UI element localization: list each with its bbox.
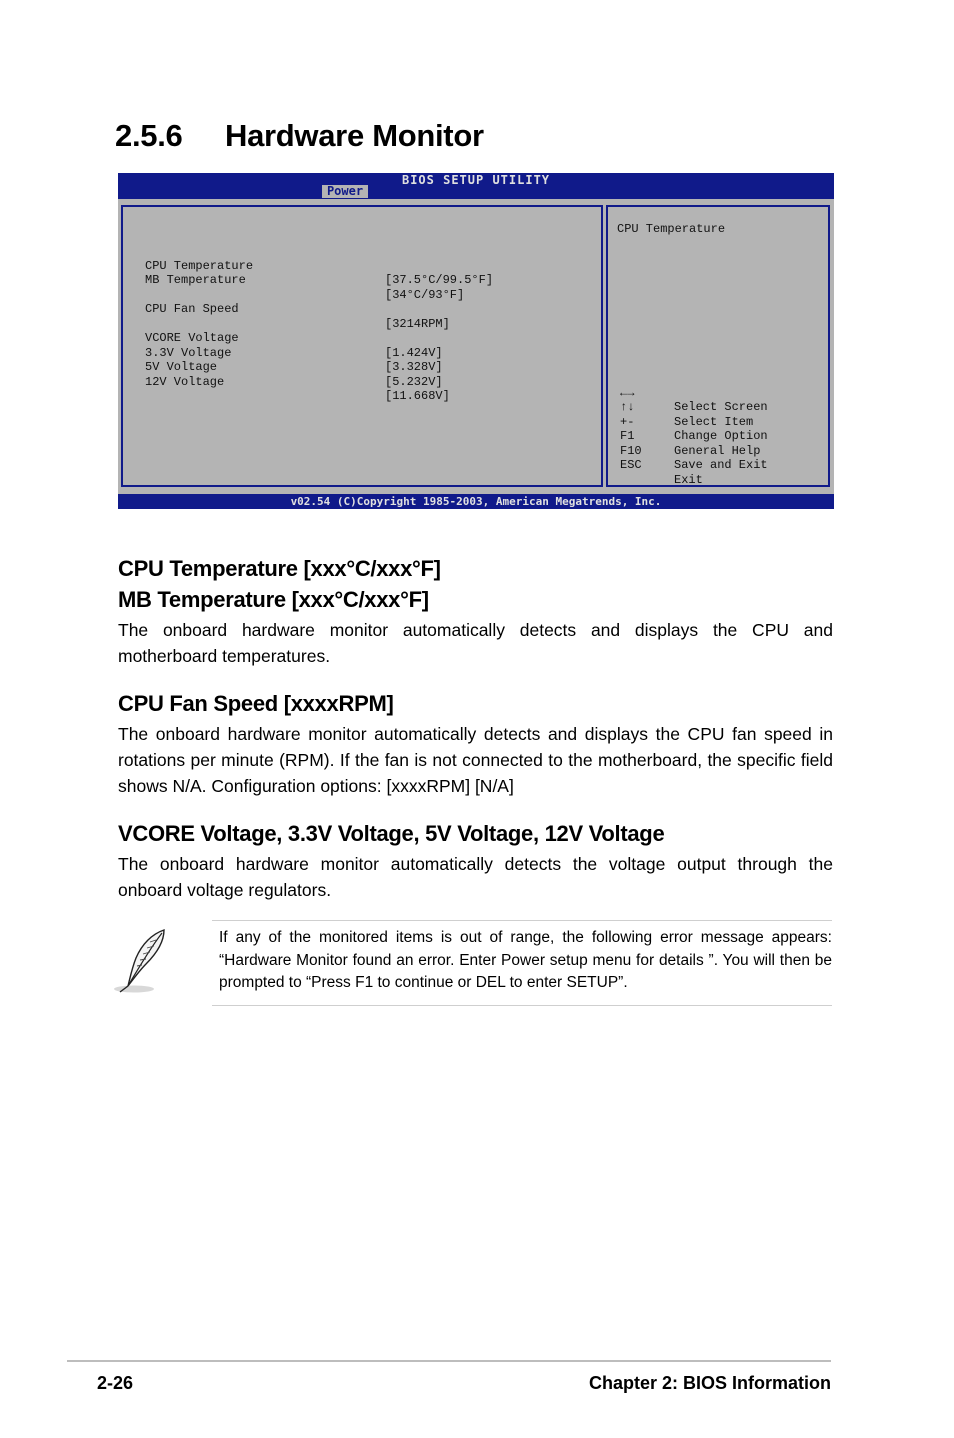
bios-copyright-bar: v02.54 (C)Copyright 1985-2003, American Megatrends, Inc.: [118, 494, 834, 509]
bios-settings-panel: [121, 205, 603, 487]
key-label: F10: [620, 443, 642, 458]
bios-item-value: [34°C/93°F]: [385, 287, 465, 302]
bios-item-value: [3214RPM]: [385, 316, 450, 331]
section-title: [115, 118, 484, 154]
key-label: +-: [620, 414, 635, 429]
bios-item-value: [3.328V]: [385, 360, 443, 374]
note-top-rule: [212, 920, 832, 921]
bios-item-value: [37.5°C/99.5°F]: [385, 273, 494, 287]
cpu-temperature-heading: CPU Temperature [xxx°C/xxx°F]: [118, 556, 441, 581]
bios-item-label: CPU Temperature: [145, 258, 254, 273]
feather-pen-icon: [112, 926, 172, 996]
bios-item-label: 12V Voltage: [145, 374, 225, 389]
bios-title-bar: [118, 173, 834, 199]
key-hint: [620, 444, 703, 502]
bios-item-label: VCORE Voltage: [145, 331, 239, 345]
bios-item-label: CPU Fan Speed: [145, 302, 239, 316]
key-description: Select Item: [674, 414, 754, 429]
tab-power[interactable]: Power: [322, 185, 368, 198]
key-label: ↑↓: [620, 400, 635, 414]
bios-item-label: MB Temperature: [145, 273, 246, 287]
key-description: Save and Exit: [674, 458, 768, 472]
bios-item-value: [5.232V]: [385, 374, 443, 389]
temperature-section: [118, 553, 833, 669]
note-text: If any of the monitored items is out of range, the following error message appears: “Hardware Monitor found an error. Enter Power setup menu for details ”. You will then be prompted to “Press F1 to continue or DEL to enter SETUP”.: [219, 929, 832, 991]
page-number: 2-26: [97, 1373, 134, 1393]
voltage-description: The onboard hardware monitor automatically detects the voltage output through the onboard voltage regulators.: [118, 854, 833, 900]
bios-window-title: BIOS SETUP UTILITY: [401, 173, 551, 187]
bios-screenshot: [118, 173, 834, 509]
bios-help-panel: [606, 205, 830, 487]
key-label: ←→: [620, 385, 635, 400]
temperature-description: The onboard hardware monitor automatically detects and displays the CPU and motherboard temperatures.: [118, 620, 833, 666]
section-name: Hardware Monitor: [225, 118, 484, 153]
note-bottom-rule: [212, 1005, 832, 1006]
fan-section: [118, 688, 833, 799]
voltage-heading: VCORE Voltage, 3.3V Voltage, 5V Voltage, 12V Voltage: [118, 821, 665, 846]
key-description: Select Screen: [674, 400, 768, 414]
section-number: 2.5.6: [115, 118, 183, 153]
bios-item-label: 5V Voltage: [145, 360, 218, 374]
chapter-title: Chapter 2: BIOS Information: [588, 1373, 831, 1393]
voltage-section: [118, 818, 833, 903]
key-description: Exit: [674, 472, 703, 487]
bios-item-label: 3.3V Voltage: [145, 345, 232, 360]
footer-rule: [67, 1360, 831, 1362]
cpu-fan-speed-heading: CPU Fan Speed [xxxxRPM]: [118, 691, 394, 716]
mb-temperature-heading: MB Temperature [xxx°C/xxx°F]: [118, 587, 429, 612]
key-label: F1: [620, 429, 635, 443]
fan-description: The onboard hardware monitor automatically detects and displays the CPU fan speed in rotations per minute (RPM). If the fan is not connected to the motherboard, the specific field shows N/A. Configuration options: [xxxxRPM] [N/A]: [118, 724, 833, 796]
key-description: Change Option: [674, 429, 768, 443]
bios-item-value: [1.424V]: [385, 345, 443, 360]
key-description: General Help: [674, 443, 761, 458]
help-title: CPU Temperature: [617, 222, 726, 236]
bios-item-value: [11.668V]: [385, 389, 450, 403]
key-label: ESC: [620, 458, 642, 472]
